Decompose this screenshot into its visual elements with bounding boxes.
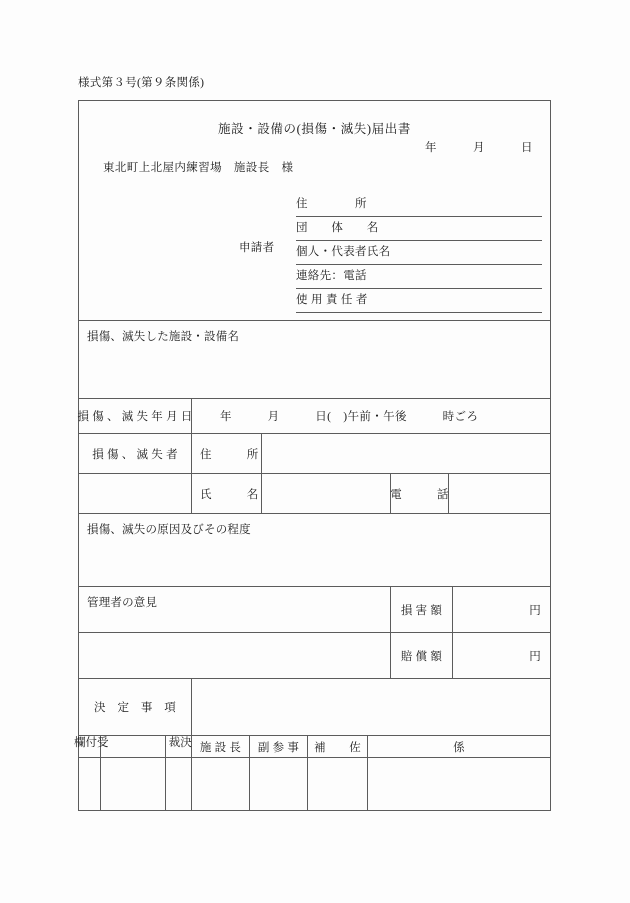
applicant-field-responsible-user[interactable]: 使 用 責 任 者	[296, 289, 542, 313]
responsible-party-label-cell	[79, 434, 192, 473]
form-number: 様式第３号(第９条関係)	[78, 77, 205, 89]
sanction-label-continuation	[166, 758, 192, 811]
compensation-value-cell[interactable]	[453, 633, 550, 678]
responsible-party-address-row	[79, 434, 550, 474]
addressee-line: 東北町上北屋内練習場 施設長 様	[103, 162, 294, 174]
approval-label-section: 係	[453, 741, 465, 754]
approval-stamp-section[interactable]	[368, 758, 550, 811]
approval-stamp-assistant[interactable]	[308, 758, 368, 811]
receipt-value-cell[interactable]	[101, 736, 166, 757]
approval-stamp-facility-chief[interactable]	[192, 758, 250, 811]
incident-date-value-cell[interactable]	[192, 399, 550, 433]
approval-col-head-assistant	[308, 736, 368, 757]
approval-label-deputy-councilor: 副 参 事	[257, 741, 300, 754]
approval-header-row	[72, 736, 550, 758]
applicant-field-phone[interactable]: 連絡先：電話	[296, 265, 542, 289]
responsible-name-label: 氏 名	[200, 488, 259, 501]
manager-opinion-damage-row	[79, 587, 550, 633]
receipt-label-cell	[72, 736, 108, 757]
responsible-party-label-spacer	[79, 474, 192, 513]
incident-date-row	[79, 399, 550, 434]
responsible-phone-value-cell[interactable]	[449, 474, 550, 513]
compensation-label-cell	[391, 633, 453, 678]
applicant-field-organization[interactable]: 団 体 名	[296, 217, 542, 241]
compensation-unit: 円	[529, 650, 541, 663]
header-date-line: 年 月 日	[425, 142, 533, 154]
facility-name-row	[79, 321, 550, 399]
decision-label: 決 定 事 項	[94, 702, 176, 714]
approval-stamp-deputy-councilor[interactable]	[250, 758, 308, 811]
incident-date-label-cell	[79, 399, 192, 433]
compensation-row	[79, 633, 550, 679]
compensation-label: 賠 償 額	[400, 650, 443, 663]
incident-date-label: 損 傷 、 滅 失 年 月 日	[77, 411, 193, 423]
responsible-party-label: 損 傷 、 滅 失 者	[92, 448, 178, 461]
approval-col-head-facility-chief	[192, 736, 250, 757]
responsible-phone-label: 電 話	[390, 488, 449, 501]
damage-amount-value-cell[interactable]	[453, 587, 550, 632]
cause-cell[interactable]	[79, 514, 550, 586]
manager-opinion-continuation-cell[interactable]	[79, 633, 391, 678]
approval-label-assistant: 補 佐	[314, 741, 361, 754]
approval-col-head-section	[368, 736, 550, 757]
page-title: 施設・設備の(損傷・滅失)届出書	[218, 122, 411, 136]
responsible-address-value-cell[interactable]	[262, 434, 550, 473]
facility-name-label: 損傷、滅失した施設・設備名	[87, 331, 240, 343]
responsible-name-value-cell[interactable]	[262, 474, 391, 513]
applicant-field-representative[interactable]: 個人・代表者氏名	[296, 241, 542, 265]
damage-amount-label-cell	[391, 587, 453, 632]
cause-label: 損傷、滅失の原因及びその程度	[87, 524, 251, 536]
facility-name-cell[interactable]	[79, 321, 550, 398]
receipt-label-continuation	[79, 758, 101, 811]
responsible-address-label: 住 所	[200, 448, 259, 461]
incident-date-value: 年 月 日( )午前・午後 時ごろ	[220, 411, 479, 423]
cause-row	[79, 514, 550, 587]
form-table	[72, 100, 551, 811]
damage-amount-unit: 円	[529, 604, 541, 617]
approval-body-row	[79, 758, 550, 811]
decision-value-cell[interactable]	[192, 679, 550, 735]
applicant-field-address[interactable]: 住 所	[296, 193, 542, 217]
receipt-value-continuation[interactable]	[101, 758, 166, 811]
applicant-fields	[296, 193, 542, 313]
manager-opinion-cell[interactable]	[79, 587, 391, 632]
approval-col-head-deputy-councilor	[250, 736, 308, 757]
decision-row	[79, 679, 550, 736]
sanction-label-cell	[166, 736, 192, 757]
applicant-label: 申請者	[239, 242, 275, 254]
header-block	[79, 101, 550, 321]
damage-amount-label: 損 害 額	[400, 604, 443, 617]
manager-opinion-label: 管理者の意見	[87, 597, 158, 609]
responsible-address-label-cell	[192, 434, 262, 473]
receipt-label: 受付欄	[72, 736, 108, 750]
sanction-label: 決裁	[167, 736, 191, 750]
approval-label-facility-chief: 施 設 長	[199, 741, 242, 754]
responsible-phone-label-cell	[391, 474, 449, 513]
responsible-name-label-cell	[192, 474, 262, 513]
decision-label-cell	[79, 679, 192, 735]
responsible-party-name-row	[79, 474, 550, 514]
